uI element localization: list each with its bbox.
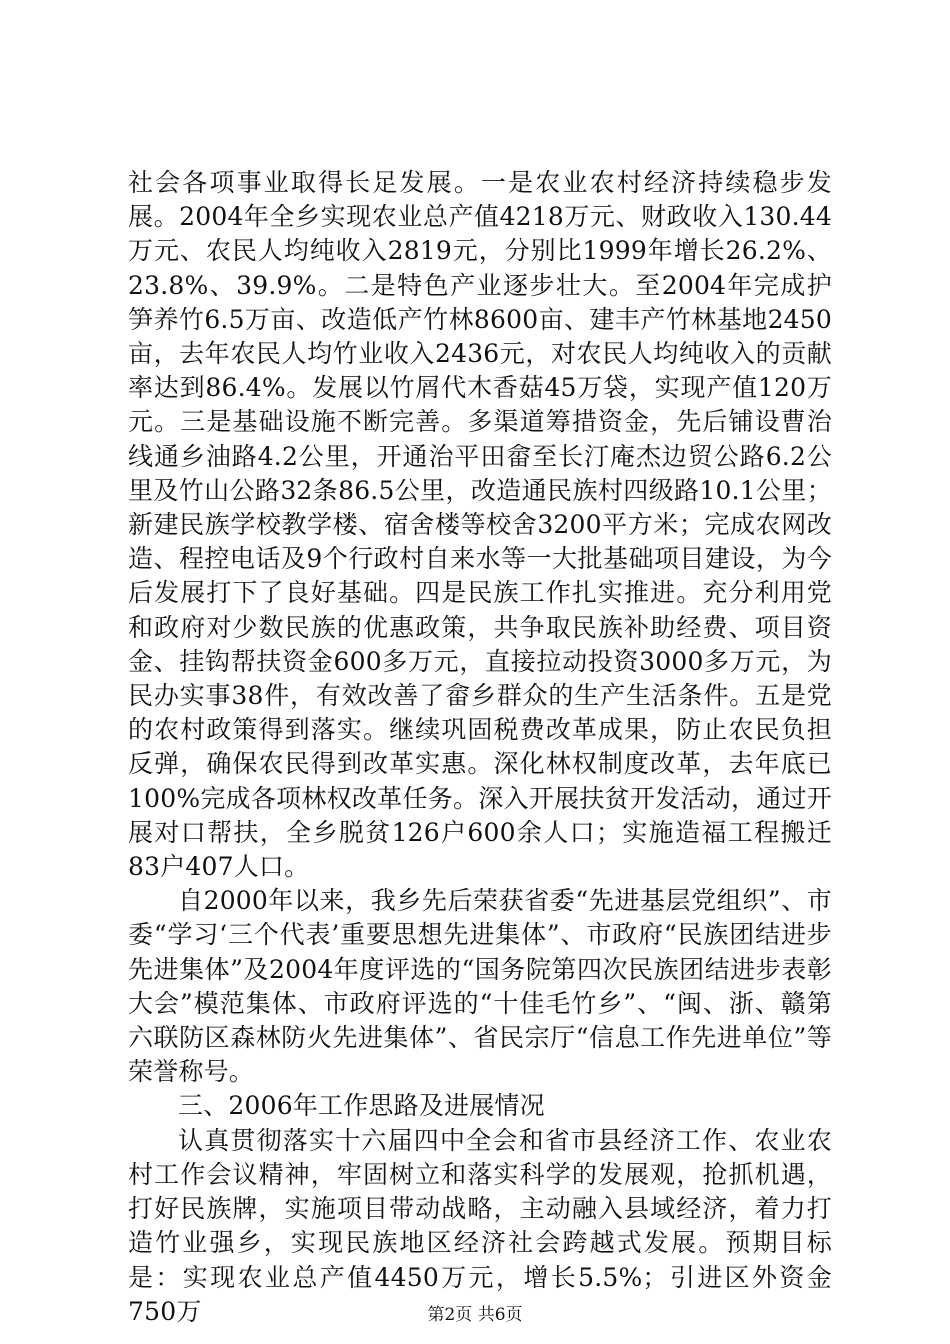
paragraph-2006-plan: 认真贯彻落实十六届四中全会和省市县经济工作、农业农村工作会议精神，牢固树立和落实科学的发展观，抢抓机遇，打好民族牌，实施项目带动战略，主动融入县域经济，着力打造竹业强乡，实现民族地区经济社会跨越式发展。预期目标是：实现农业总产值4450万元，增长5.5%；引进区外资金750万 bbox=[128, 1125, 832, 1326]
document-body bbox=[128, 166, 832, 1329]
paragraph-achievements: 社会各项事业取得长足发展。一是农业农村经济持续稳步发展。2004年全乡实现农业总产值4218万元、财政收入130.44万元、农民人均纯收入2819元，分别比1999年增长26.2%、23.8%、39.9%。二是特色产业逐步壮大。至2004年完成护笋养竹6.5万亩、改造低产竹林8600亩、建丰产竹林基地2450亩，去年农民人均竹业收入2436元，对农民人均纯收入的贡献率达到86.4%。发展以竹屑代木香菇45万袋，实现产值120万元。三是基础设施不断完善。多渠道筹措资金，先后铺设曹治线通乡油路4.2公里，开通治平田畲至长汀庵杰边贸公路6.2公里及竹山公路32条86.5公里，改造通民族村四级路10.1公里；新建民族学校教学楼、宿舍楼等校舍3200平方米；完成农网改造、程控电话及9个行政村自来水等一大批基础项目建设，为今后发展打下了良好基础。四是民族工作扎实推进。充分利用党和政府对少数民族的优惠政策，共争取民族补助经费、项目资金、挂钩帮扶资金600多万元，直接拉动投资3000多万元，为民办实事38件，有效改善了畲乡群众的生产生活条件。五是党的农村政策得到落实。继续巩固税费改革成果，防止农民负担反弹，确保农民得到改革实惠。深化林权制度改革，去年底已100%完成各项林权改革任务。深入开展扶贫开发活动，通过开展对口帮扶，全乡脱贫126户600余人口；实施造福工程搬迁83户407人口。 bbox=[128, 168, 832, 882]
paragraph-honors: 自2000年以来，我乡先后荣获省委“先进基层党组织”、市委“学习‘三个代表’重要思想先进集体”、市政府“民族团结进步先进集体”及2004年度评选的“国务院第四次民族团结进步表彰大会”模范集体、市政府评选的“十佳毛竹乡”、“闽、浙、赣第六联防区森林防火先进集体”、省民宗厅“信息工作先进单位”等荣誉称号。 bbox=[128, 886, 832, 1087]
section-heading-2006-plan: 三、2006年工作思路及进展情况 bbox=[178, 1091, 545, 1121]
page-number-footer: 第2页 共6页 bbox=[427, 1305, 523, 1325]
